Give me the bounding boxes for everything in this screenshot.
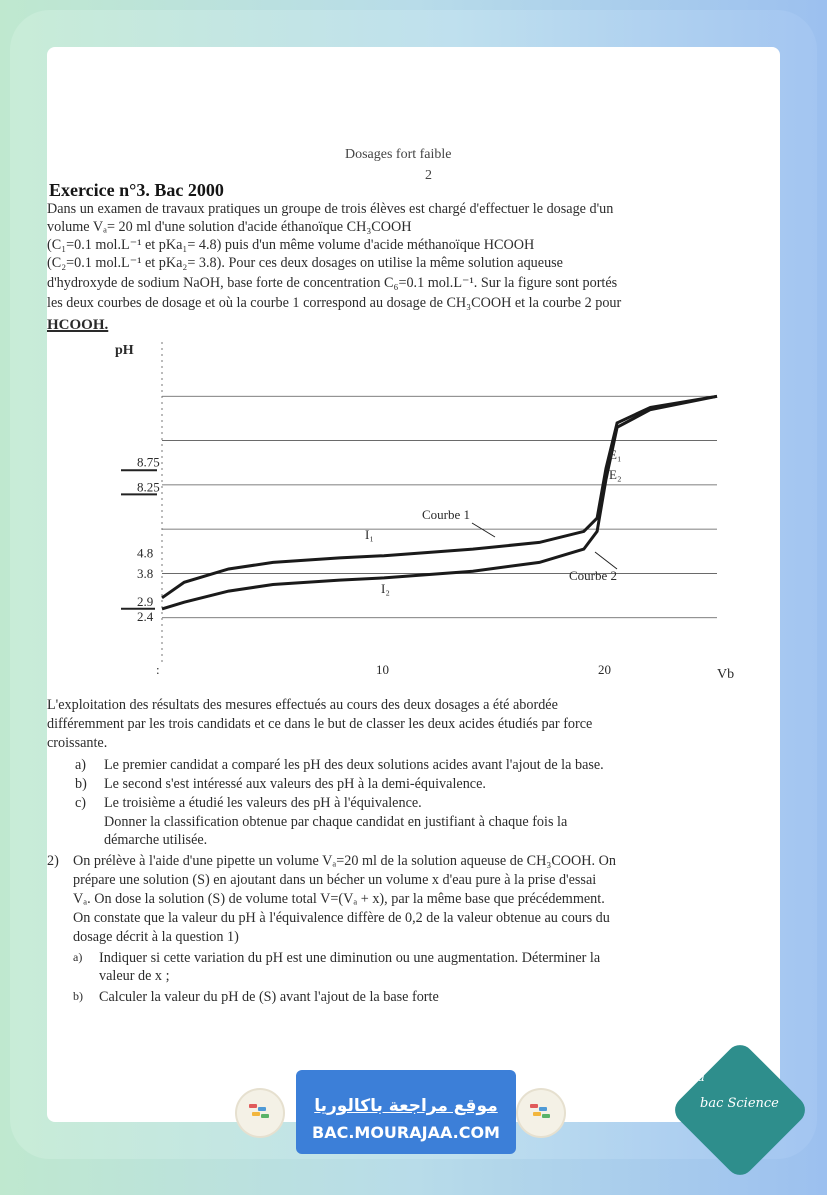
intro-line-5: d'hydroxyde de sodium NaOH, base forte de concentration C₆=0.1 mol.L⁻¹. Sur la figure sont portés xyxy=(47,275,618,291)
q2-number: 2) xyxy=(47,853,59,869)
x-axis-label: Vb xyxy=(717,667,735,682)
q1-instruction-2: démarche utilisée. xyxy=(104,832,208,848)
q2-line-1: On prélève à l'aide d'une pipette un volume Vₐ=20 ml de la solution aqueuse de CH₃COOH. On xyxy=(73,853,616,869)
curve-2-label: I₂ xyxy=(381,581,390,596)
q1-item-b-letter: b) xyxy=(75,776,87,792)
curve-1-label: I₁ xyxy=(365,527,374,542)
equivalence-1-label: E₁ xyxy=(609,447,622,462)
x-origin-label: : xyxy=(156,662,160,677)
y-tick-label: 3.8 xyxy=(137,565,154,581)
intro-line-4: (C₂=0.1 mol.L⁻¹ et pKa₂= 3.8). Pour ces deux dosages on utilise la même solution aqueuse xyxy=(47,255,563,271)
chart-series xyxy=(162,396,717,609)
y-tick-label: 8.25 xyxy=(137,479,160,495)
site-banner[interactable] xyxy=(296,1070,516,1154)
q2-item-a-text2: valeur de x ; xyxy=(99,968,170,984)
curve-1-annotation: Courbe 1 xyxy=(422,507,471,522)
intro-line-2: volume Vₐ= 20 ml d'une solution d'acide éthanoïque CH₃COOH xyxy=(47,219,412,235)
document-page xyxy=(47,47,780,1122)
q1-line-1: L'exploitation des résultats des mesures effectués au cours des deux dosages a été abordée xyxy=(47,697,558,713)
q1-item-c-text: Le troisième a étudié les valeurs des pH à l'équivalence. xyxy=(104,795,422,811)
q2-item-a-letter: a) xyxy=(73,950,83,964)
q1-line-2: différemment par les trois candidats et ce dans le but de classer les deux acides étudiés par force xyxy=(47,716,593,732)
intro-line-1: Dans un examen de travaux pratiques un groupe de trois élèves est chargé d'effectuer le dosage d'un xyxy=(47,201,614,217)
site-name-arabic[interactable]: موقع مراجعة باكالوريا xyxy=(314,1096,498,1116)
q1-item-c-letter: c) xyxy=(75,795,87,811)
y-axis-label: pH xyxy=(115,343,134,358)
books-icon xyxy=(530,1104,552,1120)
intro-line-3: (C₁=0.1 mol.L⁻¹ et pKa₁= 4.8) puis d'un même volume d'acide méthanoïque HCOOH xyxy=(47,237,535,253)
stamp-prefix: ba xyxy=(690,1070,705,1084)
q2-item-b-text: Calculer la valeur du pH de (S) avant l'ajout de la base forte xyxy=(99,989,439,1005)
books-icon xyxy=(249,1104,271,1120)
site-badge-left xyxy=(237,1090,283,1136)
q2-item-a-text: Indiquer si cette variation du pH est une diminution ou une augmentation. Déterminer la xyxy=(99,950,601,966)
stamp-text: bac Science xyxy=(700,1096,779,1111)
intro-line-7: HCOOH. xyxy=(47,317,109,333)
x-tick-label: 20 xyxy=(598,662,611,677)
y-tick-label: 4.8 xyxy=(137,545,154,561)
series-line-1 xyxy=(162,396,717,598)
q1-line-3: croissante. xyxy=(47,735,108,751)
chart-labels xyxy=(121,447,734,682)
header-title: Dosages fort faible xyxy=(345,147,452,162)
header-page-number: 2 xyxy=(425,168,432,183)
curve-1-arrow xyxy=(472,523,495,537)
x-tick-label: 10 xyxy=(376,662,389,677)
q1-instruction-1: Donner la classification obtenue par chaque candidat en justifiant à chaque fois la xyxy=(104,814,568,830)
site-badge-right xyxy=(518,1090,564,1136)
curve-2-arrow xyxy=(595,552,617,569)
site-url[interactable]: BAC.MOURAJAA.COM xyxy=(312,1123,500,1142)
q2-line-5: dosage décrit à la question 1) xyxy=(73,929,239,945)
series-line-2 xyxy=(162,396,717,609)
q1-item-b-text: Le second s'est intéressé aux valeurs des pH à la demi-équivalence. xyxy=(104,776,486,792)
q2-line-2: prépare une solution (S) en ajoutant dans un bécher un volume x d'eau pure à la prise d'essai xyxy=(73,872,597,888)
equivalence-2-label: E₂ xyxy=(609,467,622,482)
y-tick-label: 2.4 xyxy=(137,608,154,624)
q1-item-a-letter: a) xyxy=(75,757,87,773)
titration-chart xyxy=(47,47,780,697)
curve-2-annotation: Courbe 2 xyxy=(569,568,618,583)
q2-item-b-letter: b) xyxy=(73,989,83,1003)
exercise-title: Exercice n°3. Bac 2000 xyxy=(49,180,224,200)
y-tick-label: 8.75 xyxy=(137,454,160,470)
q1-item-a-text: Le premier candidat a comparé les pH des deux solutions acides avant l'ajout de la base. xyxy=(104,757,604,773)
q2-line-3: Vₐ. On dose la solution (S) de volume total V=(Vₐ + x), par la même base que précédemment. xyxy=(73,891,605,907)
intro-line-6: les deux courbes de dosage et où la courbe 1 correspond au dosage de CH₃COOH et la courbe 2 pour xyxy=(47,295,622,311)
q1-number xyxy=(47,697,558,714)
y-tick-label: 2.9 xyxy=(137,593,154,609)
q2-line-4: On constate que la valeur du pH à l'équivalence diffère de 0,2 de la valeur obtenue au cours du xyxy=(73,910,610,926)
